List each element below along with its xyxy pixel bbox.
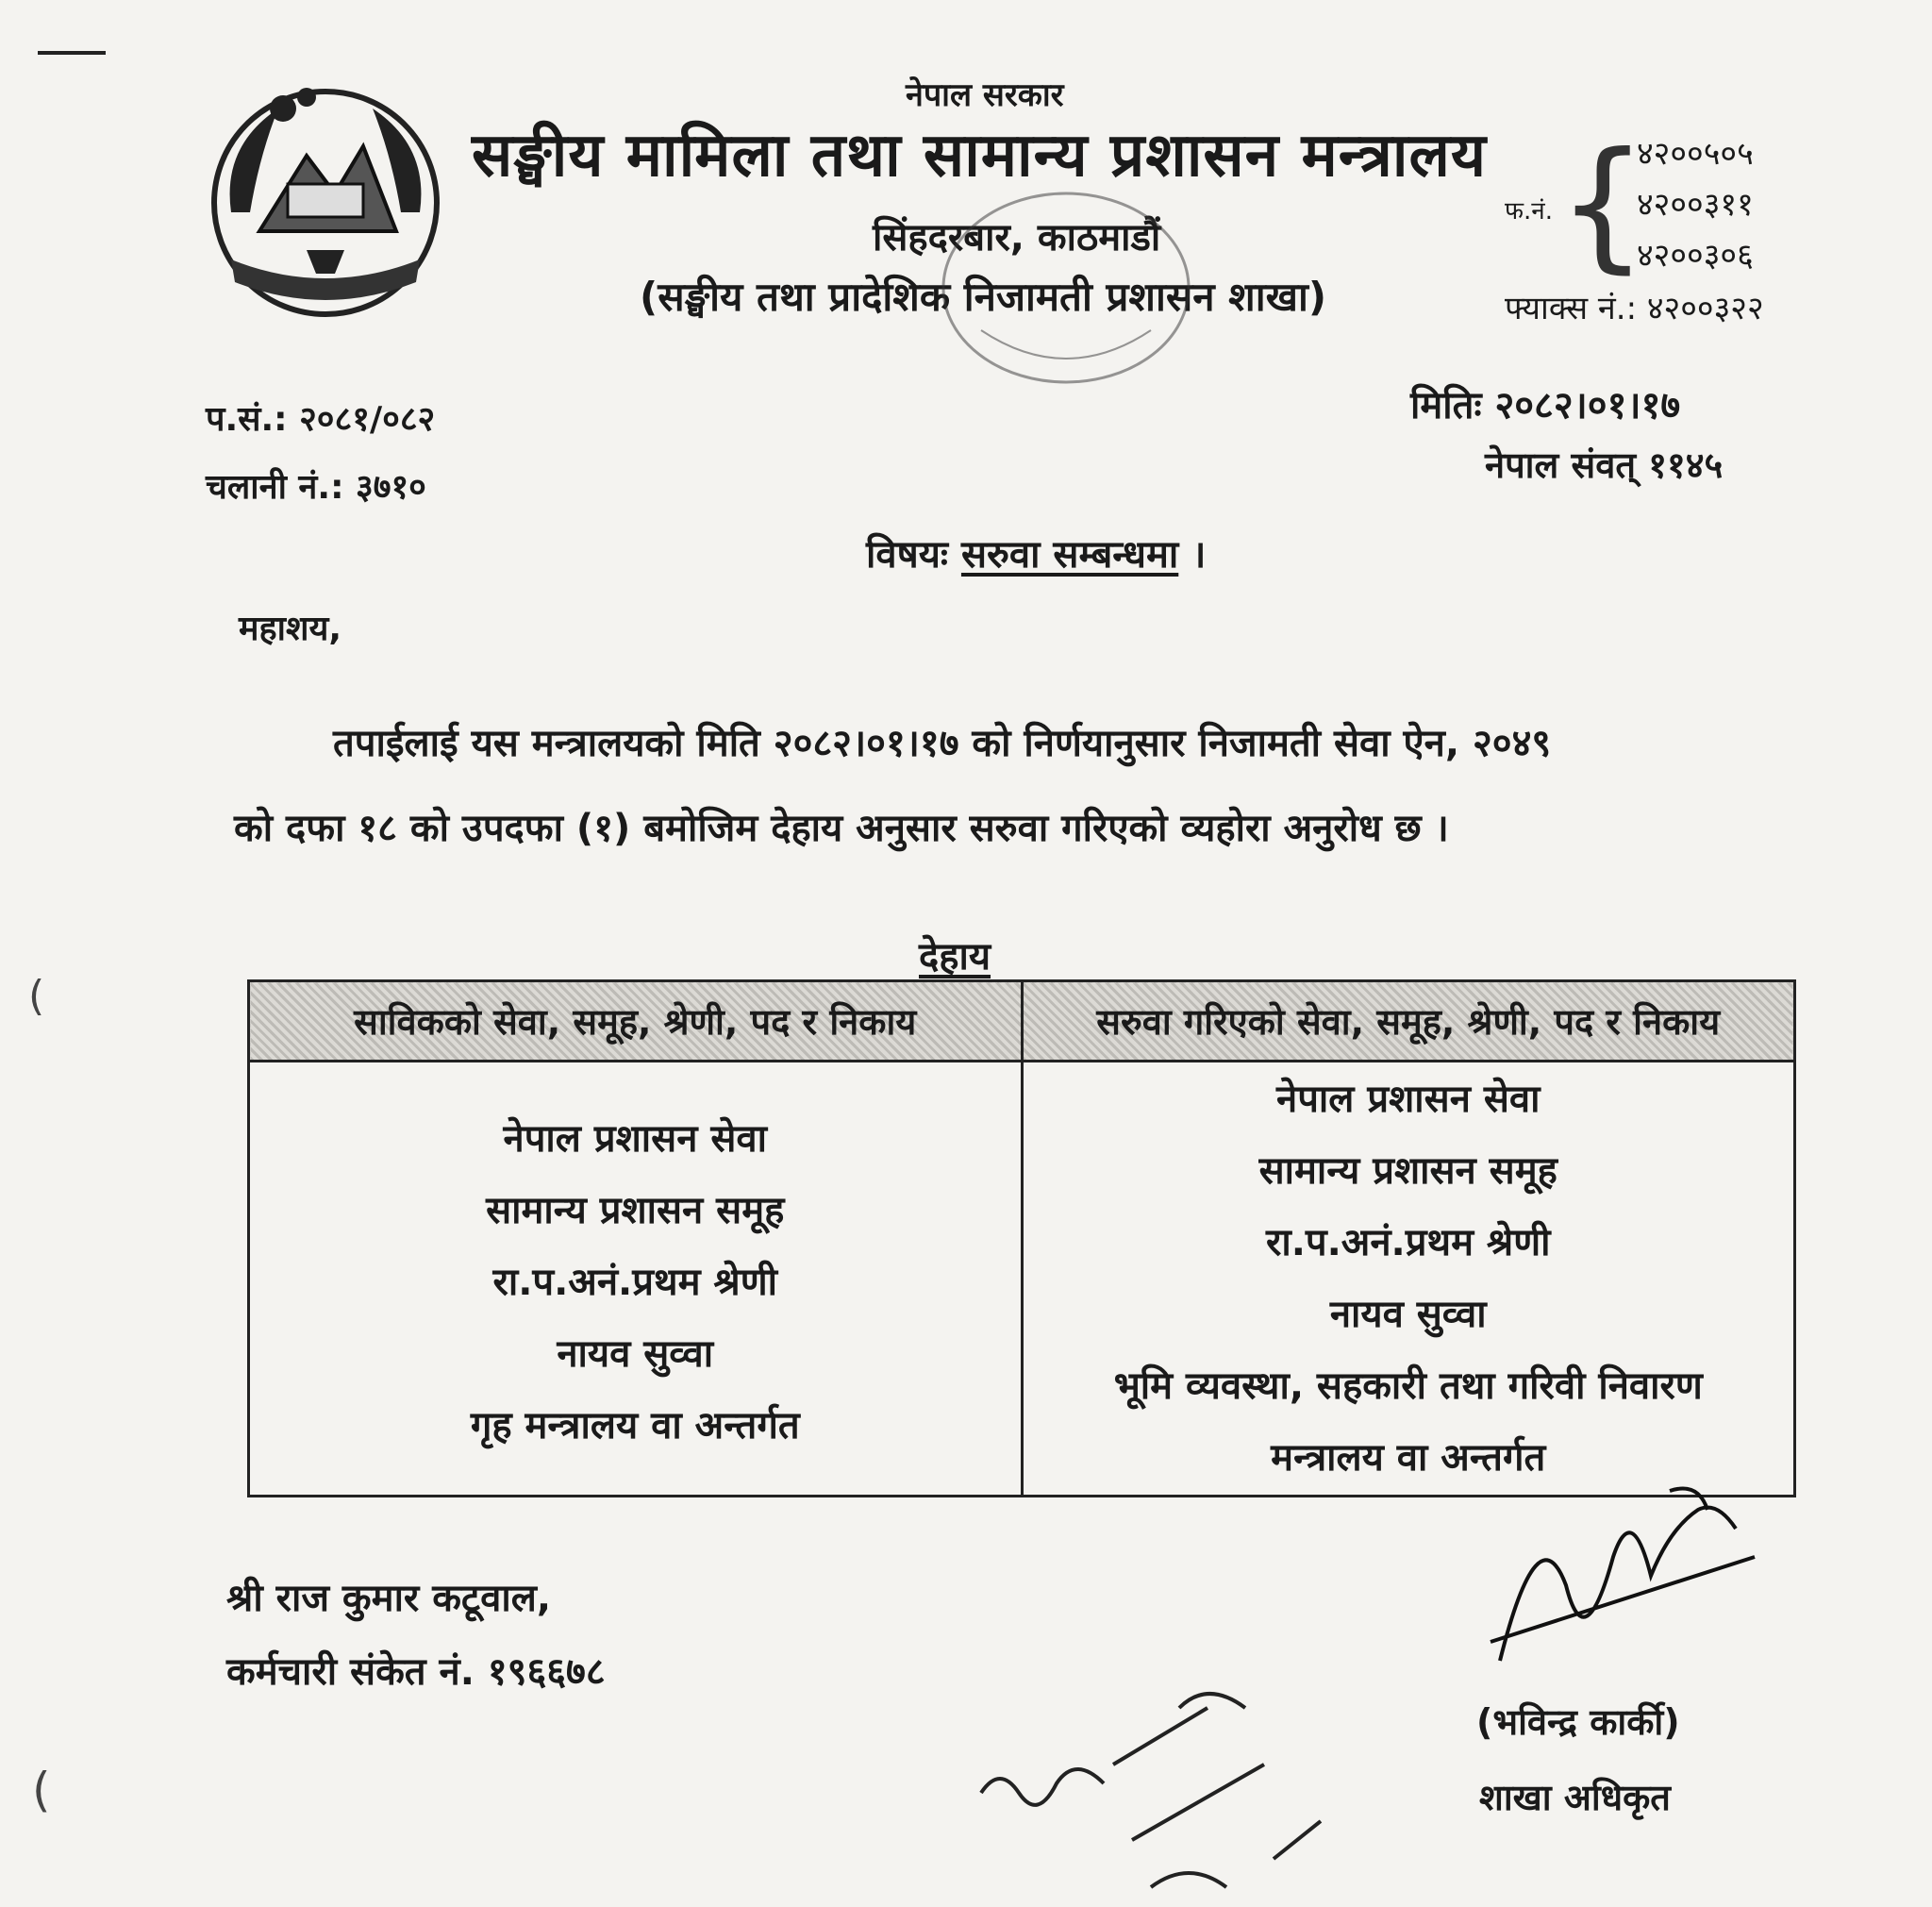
signature-image (1481, 1472, 1764, 1689)
new-service: नेपाल प्रशासन सेवा (1276, 1078, 1541, 1121)
previous-post: नायव सुव्वा (557, 1332, 714, 1376)
signatory-title: शाखा अधिकृत (1479, 1777, 1671, 1818)
nepal-samvat-date: नेपाल संवत् ११४५ (1485, 444, 1724, 486)
nepal-emblem-icon (193, 71, 458, 335)
phone-number-1: ४२००५०५ (1637, 135, 1754, 173)
header-previous: साविकको सेवा, समूह, श्रेणी, पद र निकाय (249, 981, 1023, 1062)
previous-cell (249, 1062, 1023, 1497)
new-class: रा.प.अनं.प्रथम श्रेणी (1265, 1221, 1551, 1264)
dispatch-number: चलानी नं.: ३७१० (206, 468, 426, 507)
previous-service: नेपाल प्रशासन सेवा (503, 1117, 767, 1161)
transferred-cell (1022, 1062, 1795, 1497)
transfer-table (247, 979, 1796, 1497)
employee-id: कर्मचारी संकेत नं. १९६६७८ (226, 1650, 606, 1694)
table-caption: देहाय (919, 935, 991, 979)
government-name: नेपाल सरकार (906, 76, 1064, 114)
table-header-row (249, 981, 1795, 1062)
ministry-address: सिंहदरबार, काठमाडौं (873, 216, 1161, 259)
body-line-1: तपाईलाई यस मन्त्रालयको मिति २०८२।०१।१७ को निर्णयानुसार निजामती सेवा ऐन, २०४९ (333, 722, 1552, 765)
body-line-2: को दफा १८ को उपदफा (१) बमोजिम देहाय अनुसार सरुवा गरिएको व्यहोरा अनुरोध छ । (234, 807, 1449, 850)
ministry-name: सङ्घीय मामिला तथा सामान्य प्रशासन मन्त्रालय (472, 121, 1487, 191)
phone-number-2: ४२००३११ (1637, 186, 1754, 224)
subject-suffix: । (1191, 533, 1207, 577)
subject-prefix: विषयः (866, 533, 948, 577)
previous-office: गृह मन्त्रालय वा अन्तर्गत (470, 1404, 800, 1447)
table-row (249, 1062, 1795, 1497)
margin-dash (38, 51, 106, 55)
header-transferred: सरुवा गरिएको सेवा, समूह, श्रेणी, पद र निकाय (1022, 981, 1795, 1062)
office-stamp (924, 170, 1208, 406)
fax-number: फ्याक्स नं.: ४२००३२२ (1505, 290, 1764, 327)
handwritten-note (962, 1651, 1340, 1907)
subject-text: सरुवा सम्बन्धमा (960, 533, 1179, 577)
subject-line (866, 527, 1206, 578)
branch-name: (सङ्घीय तथा प्रादेशिक निजामती प्रशासन शाखा) (640, 274, 1327, 320)
previous-group: सामान्य प्रशासन समूह (486, 1189, 785, 1232)
addressee-name: श्री राज कुमार कटूवाल, (226, 1577, 552, 1620)
letter-date: मितिः २०८२।०१।१७ (1410, 384, 1681, 427)
phone-block (1505, 125, 1807, 332)
addressee-block (226, 1562, 606, 1709)
new-group: सामान्य प्रशासन समूह (1258, 1149, 1557, 1193)
brace-glyph: { (1557, 123, 1648, 287)
margin-mark-2: ( (32, 1763, 51, 1817)
new-office-line-2: मन्त्रालय वा अन्तर्गत (1271, 1436, 1546, 1480)
phone-label: फ.नं. (1505, 197, 1554, 226)
new-post: नायव सुव्वा (1329, 1293, 1487, 1336)
margin-mark-1: ( (28, 972, 45, 1020)
phone-number-3: ४२००३०६ (1637, 237, 1754, 275)
previous-class: रा.प.अनं.प्रथम श्रेणी (492, 1261, 778, 1304)
salutation: महाशय, (239, 610, 342, 648)
new-office-line-1: भूमि व्यवस्था, सहकारी तथा गरिवी निवारण (1113, 1364, 1703, 1408)
reference-number: प.सं.: २०८१/०८२ (206, 400, 436, 439)
signatory-name: (भविन्द्र कार्की) (1476, 1701, 1680, 1743)
